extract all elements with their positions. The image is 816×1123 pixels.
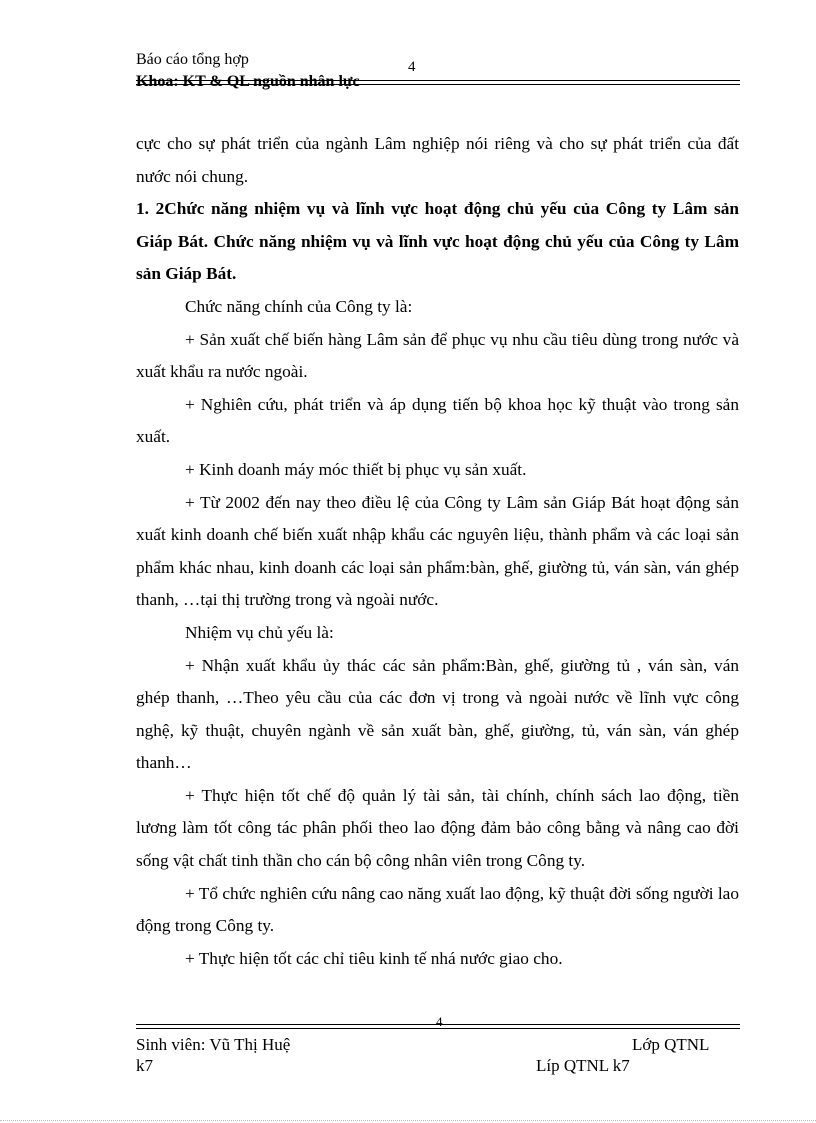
footer-student-name: Sinh viên: Vũ Thị Huệ bbox=[136, 1035, 291, 1054]
document-body bbox=[136, 128, 739, 975]
paragraph-functions-intro: Chức năng chính của Công ty là: bbox=[185, 296, 413, 316]
paragraph-intro-continuation: cực cho sự phát triển của ngành Lâm nghiệp nói riêng và cho sự phát triển của đất nước nói chung. bbox=[136, 134, 739, 186]
header-page-number: 4 bbox=[408, 59, 416, 75]
list-item-function-since-2002: + Từ 2002 đến nay theo điều lệ của Công ty Lâm sản Giáp Bát hoạt động sản xuất kinh doanh chế biến xuất nhập khẩu các nguyên liệu, thành phẩm và các loại sản phẩm khác nhau, kinh doanh các loại sản phẩm:bàn, ghế, giường tủ, ván sàn, ván ghép thanh, …tại thị trường trong và ngoài nước. bbox=[136, 492, 739, 610]
header-department: Khoa: KT & QL nguồn nhân lực bbox=[136, 73, 360, 90]
footer-class-suffix: k7 bbox=[136, 1056, 153, 1075]
footer-class-label: Lớp QTNL bbox=[632, 1035, 710, 1054]
footer-class-duplicate: Líp QTNL k7 bbox=[536, 1056, 630, 1075]
header-double-rule bbox=[136, 80, 740, 85]
list-item-function-production: + Sản xuất chế biến hàng Lâm sản để phục vụ nhu cầu tiêu dùng trong nước và xuất khẩu ra nước ngoài. bbox=[136, 329, 739, 382]
paragraph-duties-intro: Nhiệm vụ chủ yếu là: bbox=[185, 622, 334, 642]
list-item-duty-management: + Thực hiện tốt chế độ quản lý tài sản, tài chính, chính sách lao động, tiền lương làm tốt công tác phân phối theo lao động đảm bảo công bằng và nâng cao đời sống vật chất tinh thần cho cán bộ công nhân viên trong Công ty. bbox=[136, 785, 739, 871]
page-edge-dotted-line bbox=[0, 1120, 816, 1121]
list-item-function-machinery: + Kinh doanh máy móc thiết bị phục vụ sản xuất. bbox=[185, 459, 527, 479]
header-report-title: Báo cáo tổng hợp bbox=[136, 51, 249, 68]
list-item-duty-economic-targets: + Thực hiện tốt các chỉ tiêu kinh tế nhá nước giao cho. bbox=[185, 948, 563, 968]
footer-page-number: 4 bbox=[436, 1014, 443, 1029]
list-item-duty-research-productivity: + Tổ chức nghiên cứu nâng cao năng xuất lao động, kỹ thuật đời sống người lao động trong Công ty. bbox=[136, 883, 739, 936]
list-item-duty-export: + Nhận xuất khẩu ủy thác các sản phẩm:Bàn, ghế, giường tủ , ván sàn, ván ghép thanh, …Theo yêu cầu của các đơn vị trong và ngoài nước về lĩnh vực công nghệ, kỹ thuật, chuyên ngành về sản xuất bàn, ghế, giường, tủ, ván sàn, ván ghép thanh… bbox=[136, 655, 739, 773]
section-heading: 1. 2Chức năng nhiệm vụ và lĩnh vực hoạt động chủ yếu của Công ty Lâm sản Giáp Bát. Chức năng nhiệm vụ và lĩnh vực hoạt động chủ yếu của Công ty Lâm sản Giáp Bát. bbox=[136, 199, 739, 284]
list-item-function-research: + Nghiên cứu, phát triển và áp dụng tiến bộ khoa học kỹ thuật vào trong sản xuất. bbox=[136, 394, 739, 447]
